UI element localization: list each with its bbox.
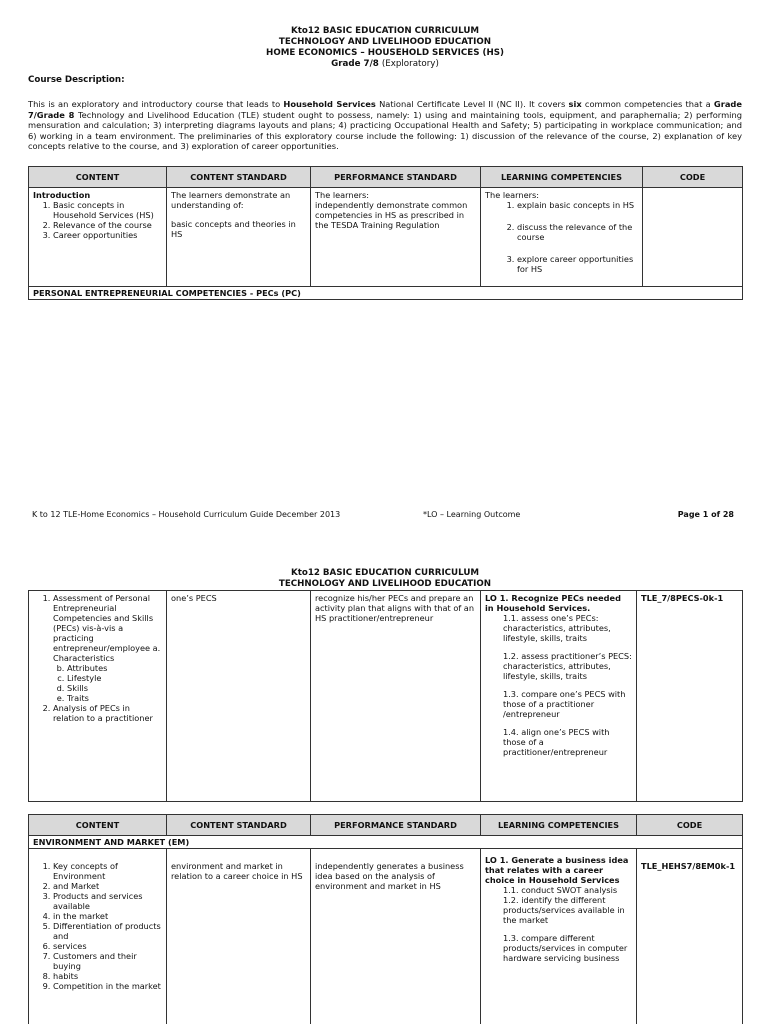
em-code-cell: TLE_HEHS7/8EM0k-1 bbox=[637, 848, 743, 1024]
list-item: 7. Customers and their buying bbox=[53, 951, 162, 971]
list-item bbox=[53, 593, 162, 703]
exploratory-label: (Exploratory) bbox=[381, 58, 439, 69]
competencies-list bbox=[485, 200, 638, 274]
list-item: b. Attributes bbox=[67, 663, 162, 673]
list-item: d. Skills bbox=[67, 683, 162, 693]
list-item: 1.3. compare one’s PECS with those of a practitioner /entrepreneur bbox=[503, 688, 626, 719]
intro-content-standard-cell bbox=[167, 187, 311, 286]
list-item: 4. in the market bbox=[53, 911, 162, 921]
intro-list bbox=[33, 200, 162, 240]
performance-standard-text: independently demonstrate common competencies in HS as prescribed in the TESDA Training Regulation bbox=[315, 199, 468, 230]
table-header-row bbox=[29, 166, 743, 187]
course-description-label: Course Description: bbox=[28, 74, 125, 85]
header-line-4 bbox=[28, 59, 742, 70]
intro-title: Introduction bbox=[33, 189, 91, 200]
em-performance-standard-cell: independently generates a business idea based on the analysis of environment and market in HS bbox=[311, 848, 481, 1024]
list-item: 1.1. assess one’s PECs: characteristics, attributes, lifestyle, skills, traits bbox=[503, 612, 611, 643]
list-item: 6. services bbox=[53, 941, 162, 951]
header-line-1: Kto12 BASIC EDUCATION CURRICULUM bbox=[290, 26, 480, 36]
lo-title: LO 1. Recognize PECs needed in Household Services. bbox=[485, 592, 621, 613]
col-header-content: CONTENT bbox=[29, 814, 167, 835]
list-item: 2. and Market bbox=[53, 881, 162, 891]
col-header-content-standard: CONTENT STANDARD bbox=[167, 166, 311, 187]
list-item: 1.1. conduct SWOT analysis bbox=[503, 884, 618, 895]
table-row bbox=[29, 848, 743, 1024]
section-title-em: ENVIRONMENT AND MARKET (EM) bbox=[29, 835, 743, 848]
list-item: 3. Products and services available bbox=[53, 891, 162, 911]
competencies-intro: The learners: bbox=[485, 189, 539, 200]
list-item: 5. Differentiation of products and bbox=[53, 921, 162, 941]
em-content-cell bbox=[29, 848, 167, 1024]
intro-content-cell bbox=[29, 187, 167, 286]
list-item-text: Assessment of Personal Entrepreneurial Competencies and Skills (PECs) vis-à-vis a practicing entrepreneur/employee a. Characteristics bbox=[53, 592, 161, 663]
content-standard-text: The learners demonstrate an understanding of: bbox=[171, 189, 291, 210]
header-line-3: HOME ECONOMICS – HOUSEHOLD SERVICES (HS) bbox=[266, 47, 504, 58]
list-item: 1. Key concepts of Environment bbox=[53, 861, 162, 881]
pecs-content-standard-cell: one’s PECS bbox=[167, 590, 311, 801]
col-header-code: CODE bbox=[637, 814, 743, 835]
lo-list bbox=[485, 885, 632, 963]
section-title-pecs: PERSONAL ENTREPRENEURIAL COMPETENCIES - PECs (PC) bbox=[29, 286, 743, 299]
header-line-2: TECHNOLOGY AND LIVELIHOOD EDUCATION bbox=[278, 36, 492, 47]
pecs-competencies-cell bbox=[481, 590, 637, 801]
intro-competencies-cell bbox=[481, 187, 643, 286]
list-item: 1.3. compare different products/services in computer hardware servicing business bbox=[503, 932, 628, 963]
col-header-learning-competencies: LEARNING COMPETENCIES bbox=[481, 814, 637, 835]
footer-page-number: Page 1 of 28 bbox=[677, 510, 734, 519]
col-header-code: CODE bbox=[643, 166, 743, 187]
em-competencies-cell bbox=[481, 848, 637, 1024]
list-item: 3. Career opportunities bbox=[53, 230, 162, 240]
course-description bbox=[28, 99, 742, 152]
footer-left: K to 12 TLE-Home Economics – Household Curriculum Guide December 2013 bbox=[32, 510, 341, 519]
list-item: 1.2. assess practitioner’s PECS: characteristics, attributes, lifestyle, skills, traits bbox=[503, 650, 632, 681]
col-header-learning-competencies: LEARNING COMPETENCIES bbox=[481, 166, 643, 187]
table-header-row bbox=[29, 814, 743, 835]
page-1 bbox=[28, 26, 742, 300]
desc-bold: six bbox=[568, 99, 582, 110]
em-content-list bbox=[33, 861, 162, 991]
intro-code-cell bbox=[643, 187, 743, 286]
desc-text: This is an exploratory and introductory course that leads to bbox=[28, 99, 284, 110]
desc-text: common competencies that a bbox=[581, 99, 714, 110]
list-item: 8. habits bbox=[53, 971, 162, 981]
list-item: 2. discuss the relevance of the course bbox=[517, 222, 638, 242]
list-item: 9. Competition in the market bbox=[53, 981, 162, 991]
intro-performance-standard-cell bbox=[311, 187, 481, 286]
em-content-standard-cell: environment and market in relation to a career choice in HS bbox=[167, 848, 311, 1024]
lo-list bbox=[485, 613, 632, 757]
curriculum-table-3 bbox=[28, 814, 743, 1024]
pecs-content-list bbox=[33, 593, 162, 723]
header-line-2: TECHNOLOGY AND LIVELIHOOD EDUCATION bbox=[278, 578, 492, 589]
desc-text: National Certificate Level II (NC II). It covers bbox=[375, 99, 569, 110]
lo-title: LO 1. Generate a business idea that relates with a career choice in Household Services bbox=[485, 854, 629, 885]
grade-label: Grade 7/8 bbox=[331, 58, 379, 69]
curriculum-table-1 bbox=[28, 166, 743, 300]
content-standard-text: basic concepts and theories in HS bbox=[171, 218, 296, 239]
section-row-pecs bbox=[29, 286, 743, 299]
table-row bbox=[29, 590, 743, 801]
list-item: e. Traits bbox=[67, 693, 162, 703]
curriculum-table-2 bbox=[28, 590, 743, 802]
list-item: 3. explore career opportunities for HS bbox=[517, 254, 638, 274]
table-row bbox=[29, 187, 743, 286]
desc-bold: Grade 7/Grade 8 bbox=[28, 99, 742, 120]
col-header-performance-standard: PERFORMANCE STANDARD bbox=[311, 814, 481, 835]
section-row-em bbox=[29, 835, 743, 848]
col-header-content-standard: CONTENT STANDARD bbox=[167, 814, 311, 835]
pecs-content-cell bbox=[29, 590, 167, 801]
header-line-1: Kto12 BASIC EDUCATION CURRICULUM bbox=[290, 568, 480, 578]
page-2-header bbox=[28, 568, 742, 590]
pecs-code-cell: TLE_7/8PECS-0k-1 bbox=[637, 590, 743, 801]
desc-text: Technology and Livelihood Education (TLE) student ought to possess, namely: 1) using and maintaining tools, equipment, and paraphernalia; 2) performing mensuration and calculation; 3) interpreting diagrams layouts and plans; 4) practicing Occupational Health and Safety; 5) participating in workplace communication; and 6) working in a team environment. The preliminaries of this exploratory course include the following: 1) discussion of the relevance of the course, 2) explanation of key concepts relative to the course, and 3) exploration of career opportunities. bbox=[28, 109, 742, 152]
page-1-header bbox=[28, 26, 742, 70]
pecs-performance-standard-cell: recognize his/her PECs and prepare an activity plan that aligns with that of an HS practitioner/entrepreneur bbox=[311, 590, 481, 801]
footer-center: *LO – Learning Outcome bbox=[423, 510, 521, 519]
pecs-sub-list bbox=[53, 663, 162, 703]
performance-standard-text: The learners: bbox=[315, 189, 369, 200]
col-header-content: CONTENT bbox=[29, 166, 167, 187]
list-item: 2. Relevance of the course bbox=[53, 220, 162, 230]
col-header-performance-standard: PERFORMANCE STANDARD bbox=[311, 166, 481, 187]
list-item: 1.2. identify the different products/services available in the market bbox=[503, 894, 625, 925]
list-item: 1. Basic concepts in Household Services (HS) bbox=[53, 200, 162, 220]
list-item: 1. explain basic concepts in HS bbox=[517, 200, 638, 210]
desc-bold: Household Services bbox=[283, 99, 376, 110]
list-item: 1.4. align one’s PECS with those of a practitioner/entrepreneur bbox=[503, 726, 610, 757]
list-item: c. Lifestyle bbox=[67, 673, 162, 683]
page-2 bbox=[28, 568, 742, 1024]
list-item: 2. Analysis of PECs in relation to a practitioner bbox=[53, 703, 162, 723]
